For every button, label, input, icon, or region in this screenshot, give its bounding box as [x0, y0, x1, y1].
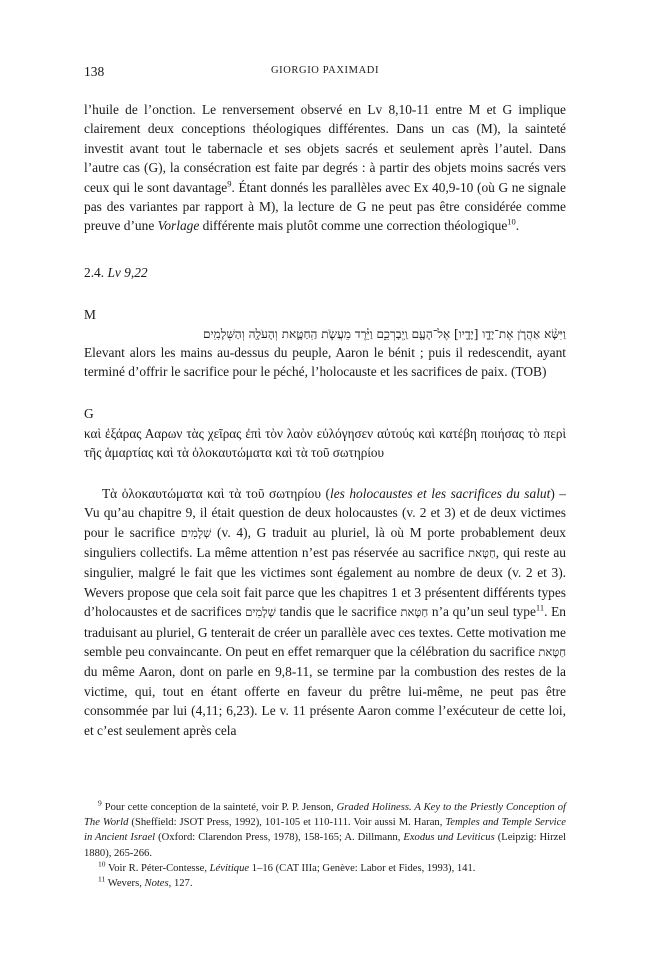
book-title: Lévitique: [209, 862, 250, 874]
footnote-number: 9: [98, 798, 102, 808]
page-body: [84, 64, 566, 740]
footnote-ref-11[interactable]: 11: [535, 602, 545, 613]
book-title: Exodus und Leviticus: [403, 832, 495, 844]
m-label: M: [84, 307, 96, 323]
footnote-ref-10[interactable]: 10: [507, 216, 516, 227]
greek-verse: καὶ ἐξάρας Ααρων τὰς χεῖρας ἐπὶ τὸν λαὸν εὐλόγησεν αὐτούς καὶ κατέβη ποιήσας τὸ περὶ τῆς ἁμαρτίας καὶ τὰ ὁλοκαυτώματα καὶ τὰ τοῦ σωτηρίου: [84, 425, 566, 461]
text-run: Pour cette conception de la sainteté, voir P. P. Jenson,: [101, 802, 337, 813]
translation-tob: Elevant alors les mains au-dessus du peuple, Aaron le bénit ; puis il redescendit, ayant terminé d’offrir le sacrifice pour le péché, l’holocauste et les sacrifices de paix. (TOB): [84, 344, 566, 380]
section-number: 2.4.: [84, 264, 108, 280]
text-run: .: [515, 218, 520, 234]
page-header: [84, 64, 566, 86]
hebrew-word: שְׁלָמִים: [180, 525, 212, 540]
text-run: du même Aaron, dont on parle en 9,8-11, se termine par la combustion des restes de la victime, qui, tout en étant offerte en faveur du prêtre lui-même, ne peut pas être consommée par lui (4,11; 6,23). Le v. 11 présente Aaron comme l’exécuteur de cette loi, et c’est seulement après cela: [84, 664, 566, 738]
greek-lemma: Τὰ ὁλοκαυτώματα καὶ τὰ τοῦ σωτηρίου: [102, 485, 321, 501]
vorlage-term: Vorlage: [157, 218, 200, 234]
hebrew-word: שְׁלָמִים: [245, 605, 276, 620]
book-title: Temples and Temple Service in Ancient Israel: [84, 817, 566, 844]
text-run: Voir R. Péter-Contesse,: [105, 862, 210, 874]
text-run: tandis que le sacrifice: [275, 604, 401, 620]
footnote-ref-9[interactable]: 9: [227, 178, 232, 189]
text-run: n’a qu’un seul type: [428, 604, 536, 620]
text-run: (v. 4), G traduit au pluriel, là où M porte probablement deux singuliers collectifs. La même attention n’est pas réservée au sacrifice: [84, 524, 566, 560]
text-run: (Leipzig: Hirzel 1880), 265-266.: [84, 832, 567, 859]
hebrew-word: חַטָּאת: [538, 644, 566, 659]
section-reference: Lv 9,22: [107, 264, 148, 280]
footnotes: [84, 800, 566, 891]
lemma-translation: les holocaustes et les sacrifices du salut: [329, 485, 551, 501]
hebrew-word: חַטָּאת: [400, 605, 429, 620]
g-label: G: [84, 406, 94, 422]
text-run: . Étant donnés les parallèles avec Ex 40,9-10 (où G ne signale pas des variantes par rapport à M), la lecture de G ne peut pas être considérée comme preuve d’une: [84, 179, 566, 234]
text-run: , qui reste au singulier, malgré le fait que les victimes sont également au nombre de deux (v. 2 et 3). Wevers propose que cela soit fait parce que les chapitres 1 et 3 présentent différents types d’holocaustes et de sacrifices: [84, 544, 566, 620]
text-run: (Sheffield: JSOT Press, 1992), 101-105 et 110-111. Voir aussi M. Haran,: [128, 817, 446, 829]
book-title: Graded Holiness. A Key to the Priestly Conception of The World: [84, 802, 566, 829]
text-run: (Oxford: Clarendon Press, 1978), 158-165; A. Dillmann,: [155, 832, 404, 844]
book-title: Notes: [144, 878, 169, 890]
paragraph-discussion: [84, 484, 566, 740]
text-run: 1–16 (CAT IIIa; Genève: Labor et Fides, 1993), 141.: [249, 862, 476, 874]
footnote-11: [84, 876, 566, 891]
running-title: GIORGIO PAXIMADI: [270, 65, 380, 76]
paragraph-intro: [84, 100, 566, 236]
footnote-number: 11: [98, 874, 106, 884]
footnote-number: 10: [98, 859, 106, 869]
section-heading: [84, 263, 566, 282]
hebrew-verse: וַיִּשָּׂ֨א אַהֲרֹ֧ן אֶת־יָדָ֛ו [יָדָ֛יו] אֶל־הָעָ֖ם וַֽיְבָרְכֵ֑ם וַיֵּ֗רֶד מֵעֲשֹׂ֧ת הַֽחַטָּ֛את וְהָעֹלָ֖ה וְהַשְּׁלָמִֽים: [202, 326, 566, 341]
text-run: , 127.: [168, 878, 193, 890]
text-run: ) – Vu qu’au chapitre 9, il était question de deux holocaustes (v. 2 et 3) et de deux victimes pour le sacrifice: [84, 485, 566, 540]
text-run: différente mais plutôt comme une correction théologique: [199, 218, 508, 234]
text-run: l’huile de l’onction. Le renversement observé en Lv 8,10-11 entre M et G implique clairement deux conceptions théologiques différentes. Dans un cas (M), la sainteté investit avant tout le tabernacle et ses objets sacrés et seulement après l’autel. Dans l’autre cas (G), la consécration est faite par degrés : à partir des objets moins sacrés vers ceux qui le sont davantage: [84, 102, 566, 195]
text-run: . En traduisant au pluriel, G tenterait de créer un parallèle avec ces textes. Cette motivation me semble peu convaincante. On peut en effet remarquer que la célébration du sacrifice: [84, 604, 566, 659]
footnote-9: [84, 800, 566, 861]
text-run: (: [321, 485, 330, 501]
footnote-10: [84, 861, 566, 876]
hebrew-word: חַטָּאת: [468, 545, 496, 560]
page-number: 138: [84, 64, 105, 79]
text-run: Wevers,: [105, 878, 145, 890]
